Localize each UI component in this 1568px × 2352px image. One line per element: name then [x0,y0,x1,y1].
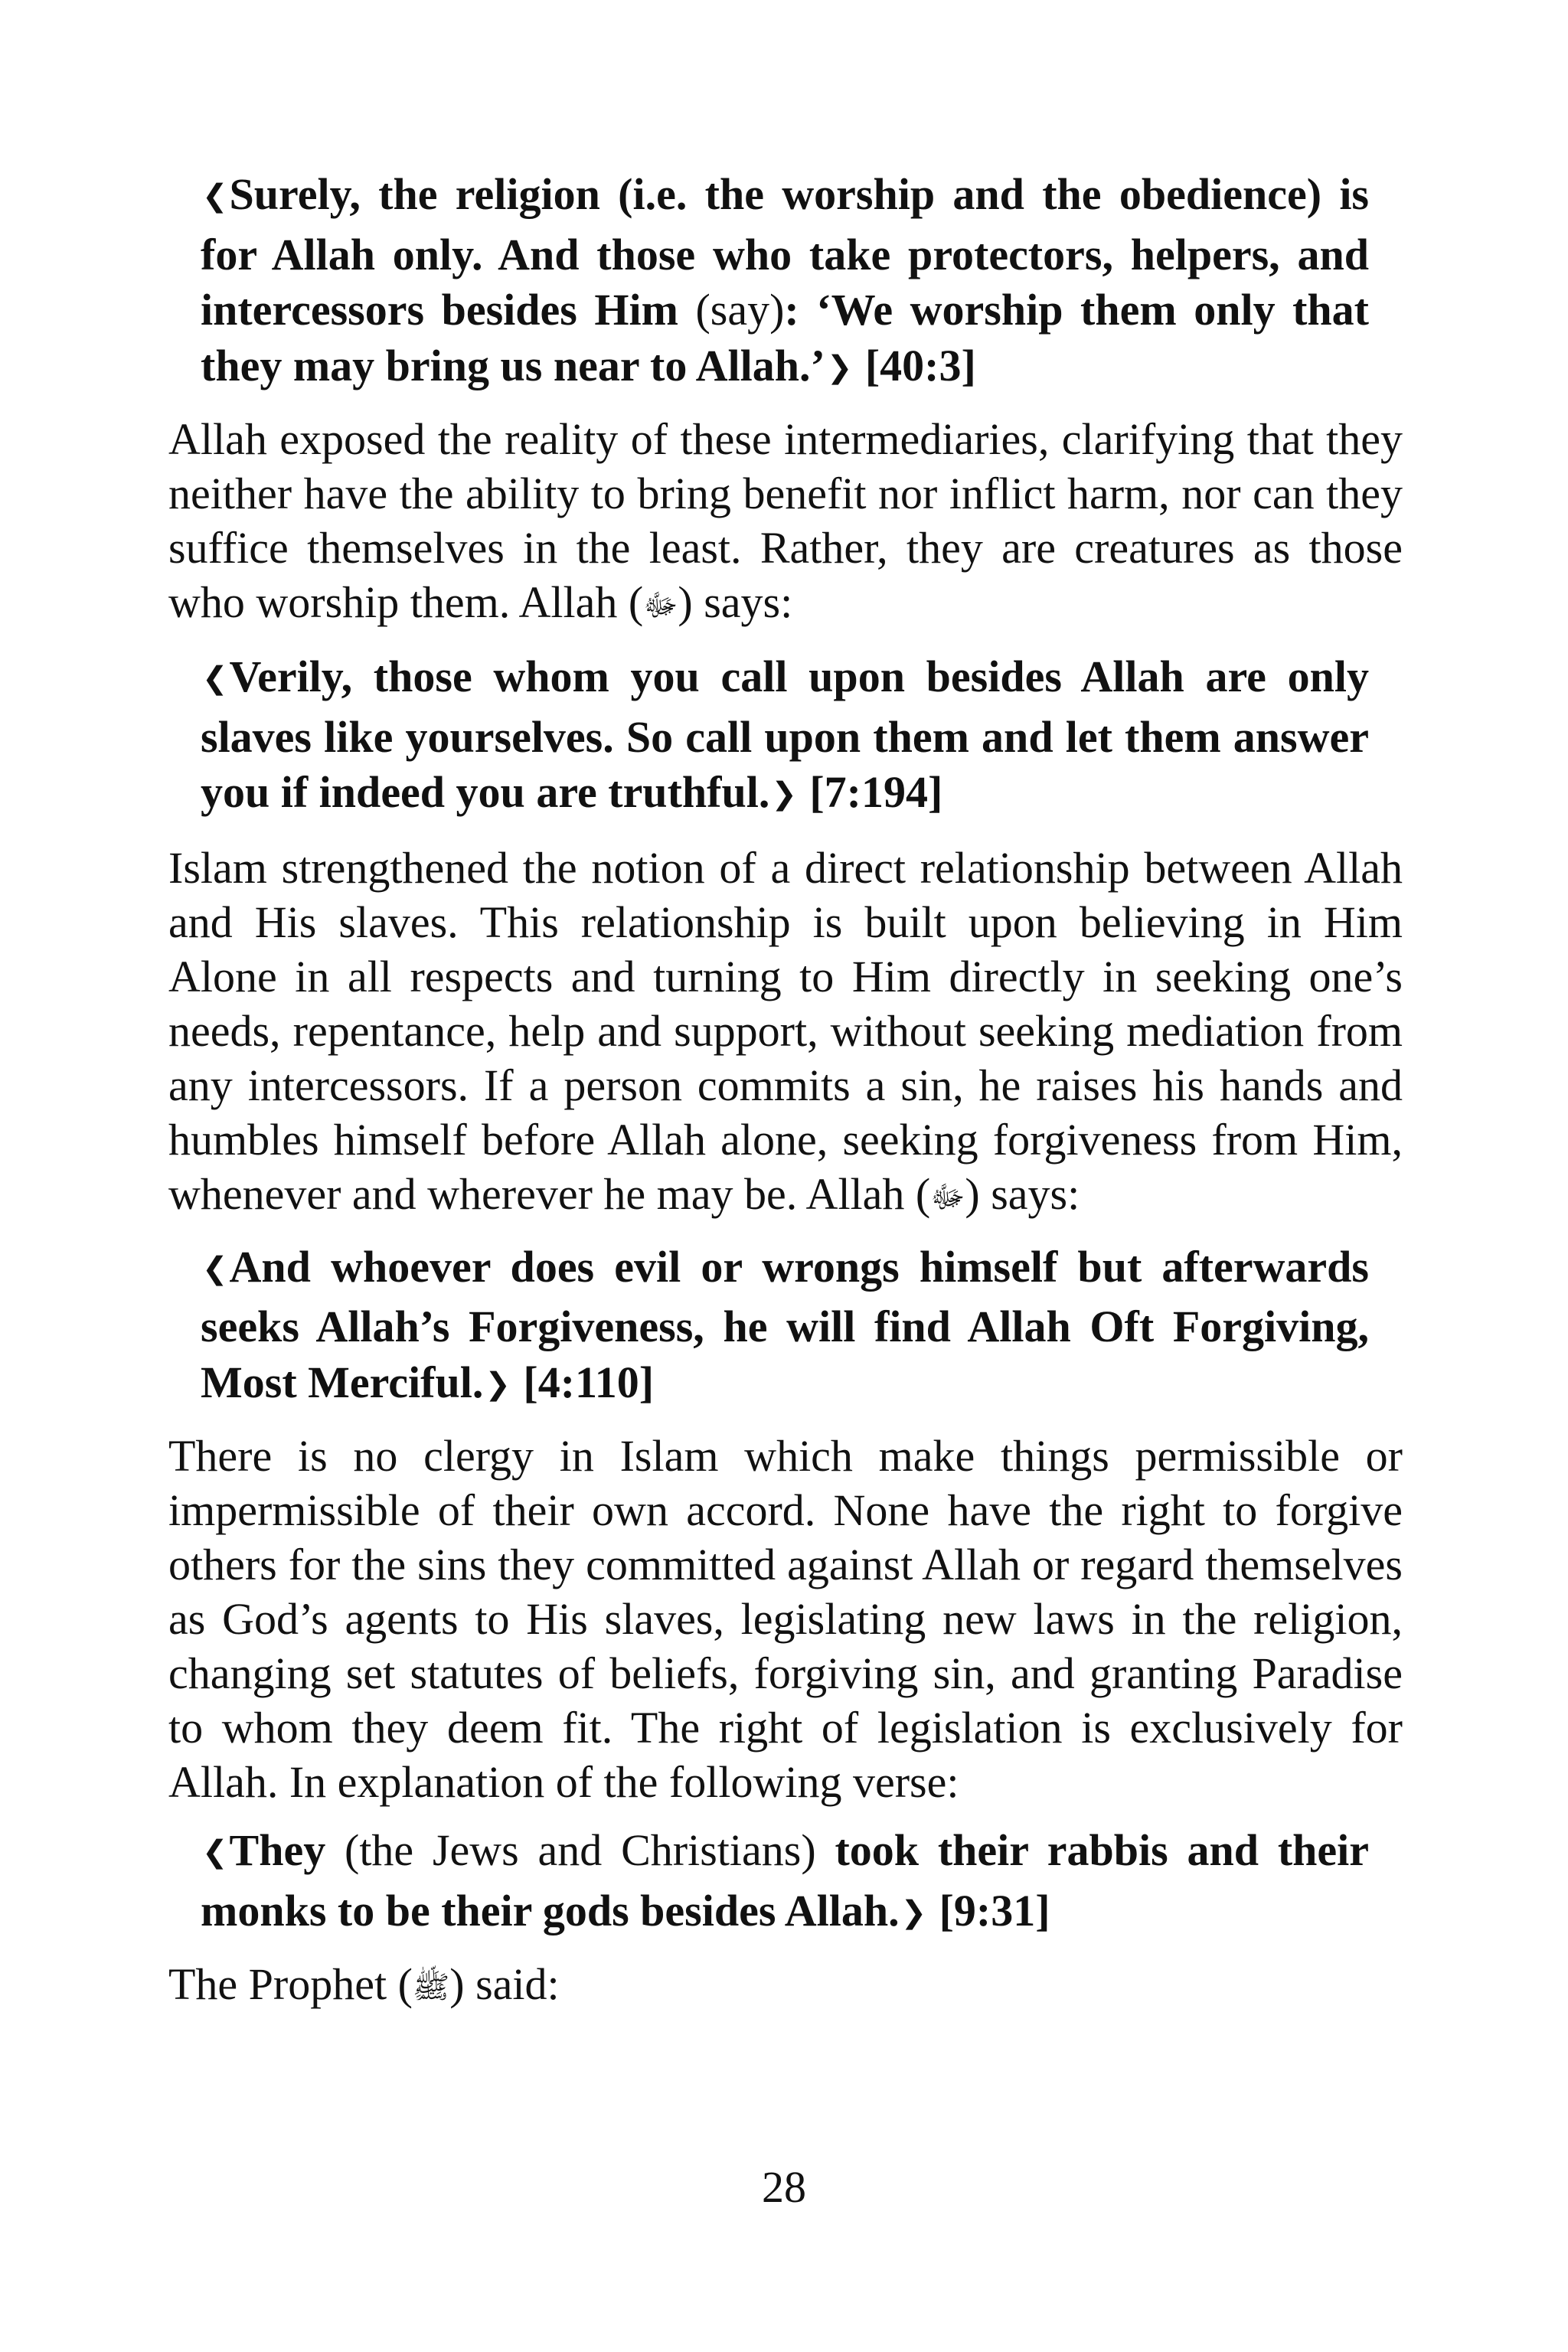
paragraph-text: There is no clergy in Islam which make things permissible or impermissible of their own accord. None have the right to forgive others for the sins they committed against Allah or regard themselves as God’s agents to His slaves, legislating new laws in the religion, changing set statutes of beliefs, forgiving sin, and granting Paradise to whom they deem fit. The right of legislation is exclusively for Allah. In explanation of the following verse: [168,1431,1403,1807]
verse-reference: [4:110] [511,1357,655,1407]
close-bracket-ornament-icon: ❯ [485,1366,511,1401]
paragraph-text: Islam strengthened the notion of a direct relationship between Allah and His slaves. This relationship is built upon believing in Him Alone in all respects and turning to Him directly in seeking one’s needs, repentance, help and support, without seeking mediation from any intercessors. If a person commits a sin, he raises his hands and humbles himself before Allah alone, seeking forgiveness from Him, whenever and wherever he may be. Allah ( [168,842,1403,1219]
quran-quote-9-31 [201,1823,1369,1943]
quote-inserted-text: (say) [678,285,785,335]
quote-text: They [229,1825,326,1875]
paragraph [168,841,1403,1226]
quote-text: And whoever does evil or wrongs himself but afterwards seeks Allah’s Forgiveness, he will find Allah Oft Forgiving, Most Merciful. [201,1241,1369,1407]
quote-text: : ‘We worship them only that they may bring us near to Allah.’ [201,285,1369,390]
quran-quote-4-110 [201,1240,1369,1416]
close-bracket-ornament-icon: ❯ [900,1894,927,1929]
quote-text: Verily, those whom you call upon besides Allah are only slaves like yourselves. So call upon them and let them answer you if indeed you are truthful. [201,652,1369,817]
open-bracket-ornament-icon: ❮ [202,178,228,213]
quote-text: Surely, the religion (i.e. the worship and the obedience) is for Allah only. And those who take protectors, helpers, and intercessors besides Him [201,169,1369,335]
open-bracket-ornament-icon: ❮ [202,661,228,695]
paragraph-text: ) said: [449,1959,560,2009]
quran-quote-40-3 [201,167,1369,398]
open-bracket-ornament-icon: ❮ [202,1834,228,1869]
paragraph-text: ) says: [965,1168,1080,1219]
honorific-glyph-icon: ﷻ [930,1179,965,1214]
honorific-glyph-icon: ﷺ [412,1970,450,2004]
close-bracket-ornament-icon: ❯ [771,776,797,811]
honorific-glyph-icon: ﷻ [643,588,678,622]
paragraph-text: Allah exposed the reality of these intermediaries, clarifying that they neither have the ability to bring benefit nor inflict harm, nor can they suffice themselves in the least. Rather, they are creatures as those who worship them. Allah ( [168,414,1403,627]
verse-reference: [9:31] [928,1885,1050,1936]
verse-reference: [40:3] [854,340,976,390]
paragraph-text: ) says: [678,577,793,627]
paragraph [168,412,1403,634]
paragraph [168,1429,1403,1809]
paragraph-text: The Prophet ( [168,1959,413,2009]
quote-inserted-text: (the Jews and Christians) [325,1825,835,1875]
verse-reference: [7:194] [798,767,943,817]
open-bracket-ornament-icon: ❮ [202,1250,228,1285]
quote-text: took their rabbis and their monks to be their gods besides Allah. [201,1825,1369,1936]
paragraph [168,1957,1403,2016]
close-bracket-ornament-icon: ❯ [826,349,853,384]
page-body [168,167,1403,2016]
page-number: 28 [762,2162,806,2212]
quran-quote-7-194 [201,649,1369,825]
